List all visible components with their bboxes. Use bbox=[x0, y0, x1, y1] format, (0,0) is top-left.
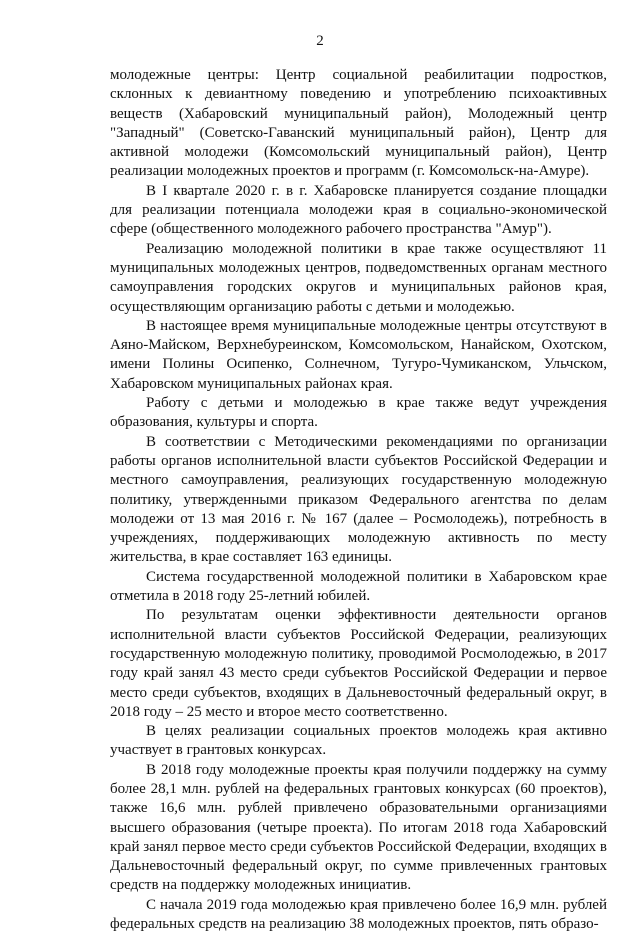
page-number: 2 bbox=[316, 33, 324, 49]
paragraph-amur-space: В I квартале 2020 г. в г. Хабаровске планируется создание площадки для реализации потенциала молодежи края в социально-экономической сфере (общественного молодежного рабочего пространства "Амур"). bbox=[110, 182, 607, 238]
paragraph-municipal-centers: Реализацию молодежной политики в крае также осуществляют 11 муниципальных молодежных центров, подведомственных органам местного самоуправления городских округов и муниципальных районов края, осуществляющим организацию работы с детьми и молодежью. bbox=[110, 240, 607, 315]
paragraph-anniversary: Система государственной молодежной политики в Хабаровском крае отметила в 2018 году 25-летний юбилей. bbox=[110, 568, 607, 605]
paragraph-2019-grants: С начала 2019 года молодежью края привлечено более 16,9 млн. рублей федеральных средств на реализацию 38 молодежных проектов, пять образо- bbox=[110, 896, 607, 933]
paragraph-institutions: Работу с детьми и молодежью в крае также ведут учреждения образования, культуры и спорта. bbox=[110, 395, 607, 431]
paragraph-2018-grants: В 2018 году молодежные проекты края получили поддержку на сумму более 28,1 млн. рублей на федеральных грантовых конкурсах (60 проектов), также 16,6 млн. рублей привлечено образовательными организациями высшего образования (четыре проекта). По итогам 2018 года Хабаровский край занял первое место среди субъектов Российской Федерации, входящих в Дальневосточный федеральный округ, по сумме привлеченных грантовых средств на поддержку молодежных инициатив. bbox=[110, 761, 607, 894]
paragraph-grant-contests: В целях реализации социальных проектов молодежь края активно участвует в грантовых конкурсах. bbox=[110, 723, 607, 759]
paragraph-efficiency-ranking: По результатам оценки эффективности деятельности органов исполнительной власти субъектов Российской Федерации, реализующих государственную молодежную политику, проводимой Росмолодежью, в 2017 году край занял 43 место среди субъектов Российской Федерации и первое место среди субъектов, входящих в Дальневосточный федеральный округ, в 2018 году – 25 место и второе место соответственно. bbox=[110, 607, 607, 720]
paragraph-youth-centers-list: молодежные центры: Центр социальной реабилитации подростков, склонных к девиантному поведению и употреблению психоактивных веществ (Хабаровский муниципальный район), Молодежный центр "Западный" (Советско-Гаванский муниципальный район), Центр для активной молодежи (Комсомольский муниципальный район), Центр реализации молодежных проектов и программ (г. Комсомольск-на-Амуре). bbox=[110, 67, 607, 180]
paragraph-methodical-recommendations: В соответствии с Методическими рекомендациями по организации работы органов исполнительной власти субъектов Российской Федерации и местного самоуправления, реализующих государственную молодежную политику, утвержденными приказом Федерального агентства по делам молодежи от 13 мая 2016 г. № 167 (далее – Росмолодежь), потребность в учреждениях, поддерживающих молодежную активность по месту жительства, в крае составляет 163 единицы. bbox=[110, 433, 607, 566]
paragraph-missing-centers: В настоящее время муниципальные молодежные центры отсутствуют в Аяно-Майском, Верхнебуреинском, Комсомольском, Нанайском, Охотском, имени Полины Осипенко, Солнечном, Тугуро-Чумиканском, Ульчском, Хабаровском муниципальных районах края. bbox=[110, 317, 607, 392]
document-body bbox=[110, 66, 607, 934]
